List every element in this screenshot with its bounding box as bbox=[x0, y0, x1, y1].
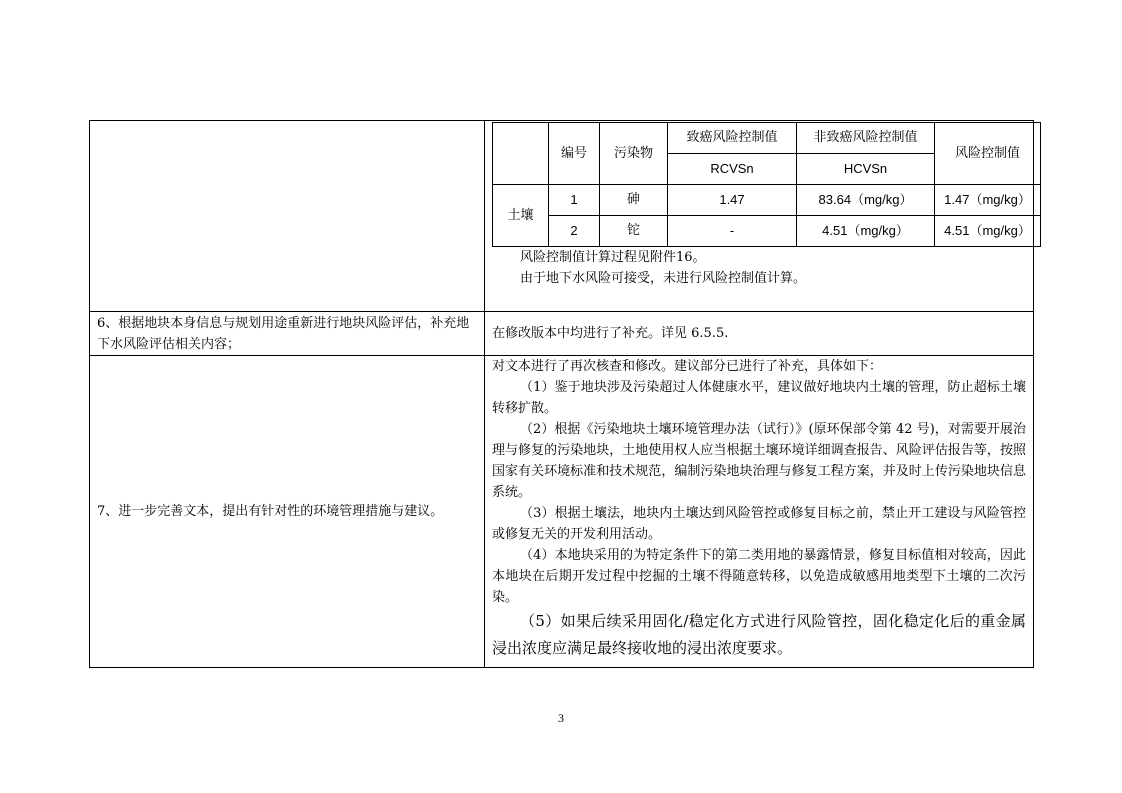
table-row bbox=[90, 312, 1034, 356]
rcv-cell: 1.47 bbox=[668, 185, 797, 216]
header-pollutant: 污染物 bbox=[600, 123, 668, 185]
table-row bbox=[90, 121, 1034, 312]
comment-cell: 6、根据地块本身信息与规划用途重新进行地块风险评估，补充地下水风险评估相关内容； bbox=[90, 312, 485, 356]
number-cell: 1 bbox=[549, 185, 600, 216]
table-row bbox=[493, 185, 1041, 216]
header-control-value: 风险控制值 bbox=[935, 123, 1041, 185]
suggestion-item: （3）根据土壤法，地块内土壤达到风险管控或修复目标之前，禁止开工建设与风险管控或修复无关的开发利用活动。 bbox=[492, 506, 1026, 542]
control-cell: 4.51（mg/kg） bbox=[935, 216, 1041, 247]
response-cell: 在修改版本中均进行了补充。详见 6.5.5. bbox=[485, 312, 1034, 356]
header-number: 编号 bbox=[549, 123, 600, 185]
table-row bbox=[90, 356, 1034, 668]
response-cell bbox=[485, 356, 1034, 668]
response-cell bbox=[485, 121, 1034, 312]
header-non-carcinogenic: 非致癌风险控制值 bbox=[797, 123, 935, 154]
page-number: 3 bbox=[558, 711, 564, 725]
pollutant-cell: 砷 bbox=[600, 185, 668, 216]
note-appendix: 风险控制值计算过程见附件16。 bbox=[520, 250, 706, 265]
rcv-cell: - bbox=[668, 216, 797, 247]
header-rcvsn: RCVSn bbox=[668, 154, 797, 185]
comment-cell: 7、进一步完善文本，提出有针对性的环境管理措施与建议。 bbox=[90, 356, 485, 668]
table-row bbox=[493, 216, 1041, 247]
suggestion-item: （4）本地块采用的为特定条件下的第二类用地的暴露情景，修复目标值相对较高，因此本地块在后期开发过程中挖掘的土壤不得随意转移，以免造成敏感用地类型下土壤的二次污染。 bbox=[492, 548, 1026, 605]
suggestion-item: （5）如果后续采用固化/稳定化方式进行风险管控，固化稳定化后的重金属浸出浓度应满足最终接收地的浸出浓度要求。 bbox=[492, 612, 1026, 657]
hcv-cell: 4.51（mg/kg） bbox=[797, 216, 935, 247]
control-cell: 1.47（mg/kg） bbox=[935, 185, 1041, 216]
comment-cell bbox=[90, 121, 485, 312]
note-groundwater: 由于地下水风险可接受，未进行风险控制值计算。 bbox=[520, 271, 807, 286]
pollutant-cell: 铊 bbox=[600, 216, 668, 247]
medium-cell: 土壤 bbox=[493, 185, 549, 247]
suggestion-item: （2）根据《污染地块土壤环境管理办法（试行）》(原环保部令第 42 号)，对需要开展治理与修复的污染地块，土地使用权人应当根据土壤环境详细调查报告、风险评估报告等，按照国家有关环境标准和技术规范，编制污染地块治理与修复工程方案，并及时上传污染地块信息系统。 bbox=[492, 422, 1026, 500]
number-cell: 2 bbox=[549, 216, 600, 247]
response-table bbox=[89, 120, 1034, 668]
response-intro: 对文本进行了再次核查和修改。建议部分已进行了补充，具体如下： bbox=[492, 359, 883, 374]
suggestion-item: （1）鉴于地块涉及污染超过人体健康水平，建议做好地块内土壤的管理，防止超标土壤转移扩散。 bbox=[492, 380, 1026, 416]
hcv-cell: 83.64（mg/kg） bbox=[797, 185, 935, 216]
risk-control-table bbox=[492, 122, 1041, 247]
header-hcvsn: HCVSn bbox=[797, 154, 935, 185]
header-blank bbox=[493, 123, 549, 185]
header-carcinogenic: 致癌风险控制值 bbox=[668, 123, 797, 154]
